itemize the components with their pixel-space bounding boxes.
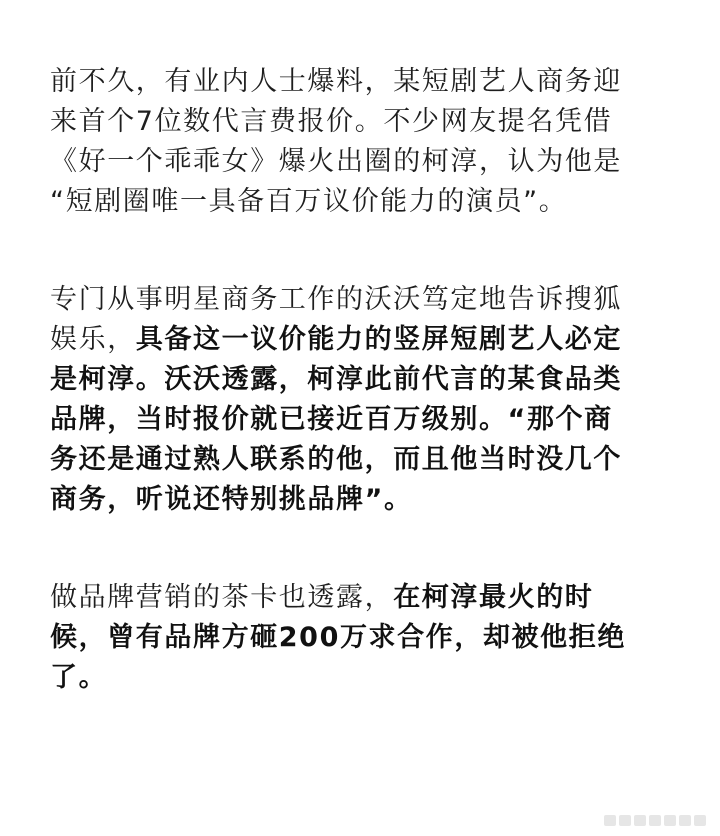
- paragraph-1-line-1: 前不久，有业内人士爆料，某短剧艺人商务迎: [50, 66, 622, 97]
- watermark-block: [664, 815, 676, 826]
- paragraph-2-line-4: 品牌，当时报价就已接近百万级别。“那个商: [50, 404, 613, 435]
- paragraph-3-line-2: 候，曾有品牌方砸200万求合作，却被他拒绝: [50, 622, 626, 653]
- paragraph-1-line-4: “短剧圈唯一具备百万议价能力的演员”。: [50, 186, 568, 217]
- watermark-block: [694, 815, 706, 826]
- paragraph-1: [50, 62, 690, 222]
- paragraph-2-line-2-normal: 娱乐，: [50, 324, 136, 355]
- paragraph-2-line-1: 专门从事明星商务工作的沃沃笃定地告诉搜狐: [50, 284, 622, 315]
- watermark-block: [649, 815, 661, 826]
- watermark-block: [604, 815, 616, 826]
- paragraph-3-line-1-bold: 在柯淳最火的时: [393, 582, 594, 613]
- paragraph-2: [50, 280, 690, 520]
- paragraph-2-line-5: 务还是通过熟人联系的他，而且他当时没几个: [50, 444, 622, 475]
- article-body: [50, 62, 690, 698]
- watermark-block: [619, 815, 631, 826]
- paragraph-3: [50, 578, 690, 698]
- paragraph-1-line-3: 《好一个乖乖女》爆火出圈的柯淳，认为他是: [50, 146, 622, 177]
- paragraph-2-line-6: 商务，听说还特别挑品牌”。: [50, 484, 413, 515]
- watermark-block: [679, 815, 691, 826]
- paragraph-1-line-2: 来首个7位数代言费报价。不少网友提名凭借: [50, 106, 613, 137]
- paragraph-2-line-3: 是柯淳。沃沃透露，柯淳此前代言的某食品类: [50, 364, 622, 395]
- paragraph-3-line-1-normal: 做品牌营销的茶卡也透露，: [50, 582, 394, 613]
- paragraph-2-line-2-bold: 具备这一议价能力的竖屏短剧艺人必定: [135, 324, 623, 355]
- paragraph-2-line-2: [50, 320, 690, 360]
- paragraph-3-line-3: 了。: [50, 662, 108, 693]
- paragraph-3-line-1: [50, 578, 690, 618]
- watermark-block: [634, 815, 646, 826]
- watermark-logo-icon: [604, 815, 706, 826]
